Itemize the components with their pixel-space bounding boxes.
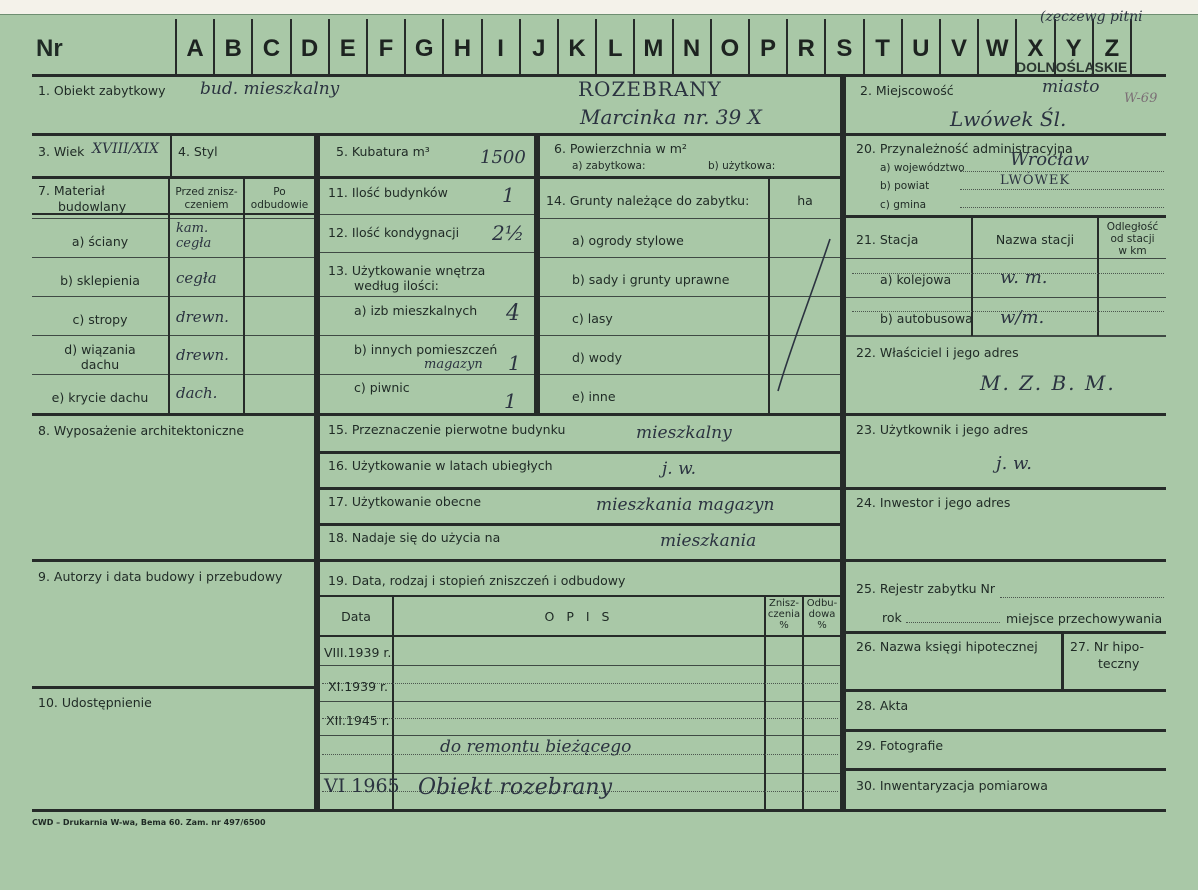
f9-label: 9. Autorzy i data budowy i przebudowy: [38, 569, 283, 584]
f6-a: a) zabytkowa:: [572, 160, 646, 172]
f25-label: 25. Rejestr zabytku Nr: [856, 581, 996, 596]
letter-separator: [672, 19, 674, 76]
header-nr: Nr: [36, 35, 63, 62]
f16-hw-value: j. w.: [662, 459, 697, 479]
f12-label: 12. Ilość kondygnacji: [328, 225, 460, 240]
f13-label: 13. Użytkowanie wnętrza: [328, 263, 486, 278]
f27-label: 27. Nr hipo-: [1070, 639, 1145, 654]
f21-b-hw: w/m.: [1000, 307, 1045, 328]
letter-p: P: [759, 35, 776, 62]
f14-row-other: e) inne: [572, 389, 616, 404]
rule-bottom-mid: [320, 809, 840, 812]
f14-unit: ha: [797, 193, 813, 208]
f14-hw-strike: [770, 219, 840, 413]
letter-m: M: [643, 35, 664, 62]
f14-label: 14. Grunty należące do zabytku:: [546, 193, 750, 208]
letter-separator: [175, 19, 177, 76]
f23-label: 23. Użytkownik i jego adres: [856, 422, 1028, 437]
f13-label-2: według ilości:: [354, 278, 439, 293]
f2-hw-value: Lwówek Śl.: [950, 107, 1067, 131]
f13-a: a) izb mieszkalnych: [354, 303, 478, 318]
letter-separator: [519, 19, 521, 76]
letter-r: R: [797, 35, 815, 62]
rule-below-f15: [320, 451, 840, 454]
f25-rok: rok: [882, 610, 902, 625]
f7-hw-vaults: cegła: [176, 269, 217, 287]
rule-below-f22: [846, 413, 1166, 416]
f7-label-2: budowlany: [58, 199, 127, 214]
f6-label: 6. Powierzchnia w m²: [554, 141, 687, 156]
f21-col-dist-3: w km: [1118, 245, 1147, 257]
f20-b: b) powiat: [880, 180, 930, 192]
letter-x: X: [1027, 35, 1044, 62]
rule-below-f3: [32, 176, 314, 179]
f27-label-2: teczny: [1098, 656, 1140, 671]
rule-bottom-left: [32, 809, 314, 812]
f15-hw-value: mieszkalny: [636, 423, 732, 443]
f19-col-date: Data: [341, 609, 371, 624]
f7-label: 7. Materiał: [38, 183, 105, 198]
rule-below-f20: [846, 215, 1166, 218]
letter-v: V: [950, 35, 967, 62]
f19-date-1: VIII.1939 r.: [324, 645, 392, 660]
f24-label: 24. Inwestor i jego adres: [856, 495, 1011, 510]
rule-below-f2: [846, 133, 1166, 136]
letter-f: F: [378, 35, 394, 62]
letter-separator: [863, 19, 865, 76]
rule-below-f7: [32, 413, 840, 416]
f7-col-after-2: odbudowie: [250, 199, 309, 211]
printer-imprint: CWD – Drukarnia W-wa, Bema 60. Zam. nr 497/6500: [32, 818, 266, 827]
f19-col-znisz: Znisz-: [768, 598, 800, 609]
letter-u: U: [912, 35, 930, 62]
f7-col-before-2: czeniem: [184, 199, 229, 211]
f21-a-hw: w. m.: [1000, 267, 1048, 288]
rule-bottom-right: [846, 809, 1166, 812]
letter-separator: [1130, 19, 1132, 76]
f18-label: 18. Nadaje się do użycia na: [328, 530, 501, 545]
rule-below-f26: [846, 689, 1166, 692]
f7-row-walls: a) ściany: [71, 234, 129, 249]
letter-k: K: [568, 35, 586, 62]
f19-col-opis: O P I S: [544, 609, 614, 624]
f21-label: 21. Stacja: [856, 232, 919, 247]
letter-separator: [251, 19, 253, 76]
f20-c: c) gmina: [880, 199, 927, 211]
f13-c: c) piwnic: [354, 380, 410, 395]
f7-row-trusses-2: dachu: [80, 357, 120, 372]
rule-below-f5: [320, 176, 534, 179]
f7-col-before: Przed znisz-: [175, 186, 238, 198]
f7-hw-walls: kam. cegła: [176, 221, 212, 251]
rule-below-f25: [846, 631, 1166, 634]
f16-label: 16. Użytkowanie w latach ubiegłych: [328, 458, 553, 473]
letter-w: W: [985, 35, 1009, 62]
f21-col-dist: Odległość: [1106, 221, 1159, 233]
letter-separator: [481, 19, 483, 76]
rule-below-f28: [846, 729, 1166, 732]
f12-hw-value: 2½: [492, 221, 525, 245]
rule-left-column: [314, 133, 320, 812]
letter-separator: [824, 19, 826, 76]
letter-separator: [366, 19, 368, 76]
f7-col-after: Po: [273, 186, 286, 198]
f7-row-roofing: e) krycie dachu: [51, 390, 149, 405]
f5-hw-value: 1500: [480, 147, 526, 168]
letter-l: L: [607, 35, 623, 62]
f14-row-orchards: b) sady i grunty uprawne: [572, 272, 730, 287]
f19-hw-note-last: Obiekt rozebrany: [418, 775, 613, 800]
letter-separator: [442, 19, 444, 76]
f14-row-waters: d) wody: [572, 350, 622, 365]
f7-row-ceilings: c) stropy: [72, 312, 128, 327]
f19-hw-note: do remontu bieżącego: [440, 737, 632, 757]
f28-label: 28. Akta: [856, 698, 909, 713]
rule-below-f29: [846, 768, 1166, 771]
letter-a: A: [186, 35, 204, 62]
f19-hw-date-last: VI 1965: [324, 775, 400, 797]
hw-miasto: miasto: [1042, 77, 1100, 97]
f3-label: 3. Wiek: [38, 144, 85, 159]
letter-g: G: [414, 35, 434, 62]
f19-col-znisz-2: czenia: [767, 609, 801, 620]
f19-col-odbud: Odbu-: [806, 598, 838, 609]
letter-separator: [595, 19, 597, 76]
f20-b-hw: LWÓWEK: [1000, 173, 1071, 188]
hw-code: W-69: [1124, 91, 1158, 106]
f7-row-trusses: d) wiązania: [64, 342, 136, 357]
rule-f19-head: [320, 595, 840, 597]
f8-label: 8. Wyposażenie architektoniczne: [38, 423, 245, 438]
letter-separator: [901, 19, 903, 76]
letter-separator: [404, 19, 406, 76]
f20-a-hw: Wrocław: [1010, 149, 1090, 170]
letter-d: D: [300, 35, 319, 62]
rule-below-f8: [32, 559, 314, 562]
letter-j: J: [532, 35, 546, 62]
f1-hw-address: Marcinka nr. 39 X: [580, 105, 762, 129]
f29-label: 29. Fotografie: [856, 738, 944, 753]
f13-b: b) innych pomieszczeń: [354, 342, 498, 357]
letter-separator: [977, 19, 979, 76]
f13-b-hw-note: magazyn: [424, 357, 483, 372]
f21-col-dist-2: od stacji: [1110, 233, 1155, 245]
letter-separator: [213, 19, 215, 76]
f22-label: 22. Właściciel i jego adres: [856, 345, 1019, 360]
f22-hw-value: M. Z. B. M.: [980, 371, 1116, 395]
letter-i: I: [497, 35, 504, 62]
f3-hw-value: XVIII/XIX: [92, 141, 159, 157]
rule-below-f17: [320, 523, 840, 526]
f1-label: 1. Obiekt zabytkowy: [38, 83, 166, 98]
f19-col-znisz-3: %: [779, 620, 789, 631]
f19-col-odbud-3: %: [817, 620, 827, 631]
letter-separator: [290, 19, 292, 76]
f1-hw-value: bud. mieszkalny: [200, 79, 340, 99]
f19-date-2: XI.1939 r.: [328, 679, 388, 694]
f7-hw-trusses: drewn.: [176, 346, 229, 364]
rule-below-f9: [32, 686, 314, 689]
rule-mid-column: [534, 133, 540, 416]
f20-a: a) województwo: [880, 162, 965, 174]
f11-label: 11. Ilość budynków: [328, 185, 448, 200]
letter-s: S: [836, 35, 853, 62]
monument-record-card: [0, 9, 1198, 890]
letter-o: O: [720, 35, 740, 62]
region-stamp: DOLNOŚLĄSKIE: [1016, 59, 1128, 75]
letter-separator: [786, 19, 788, 76]
f6-b: b) użytkowa:: [708, 160, 776, 172]
f11-hw-value: 1: [502, 183, 515, 207]
f23-hw-value: j. w.: [996, 453, 1033, 474]
letter-separator: [328, 19, 330, 76]
f7-hw-roofing: dach.: [176, 384, 218, 402]
f13-a-hw: 4: [506, 301, 520, 326]
letter-separator: [633, 19, 635, 76]
letter-separator: [939, 19, 941, 76]
f7-hw-ceilings: drewn.: [176, 308, 229, 326]
f19-label: 19. Data, rodzaj i stopień zniszczeń i odbudowy: [328, 573, 626, 588]
letter-separator: [748, 19, 750, 76]
letter-y: Y: [1065, 35, 1082, 62]
f17-label: 17. Użytkowanie obecne: [328, 494, 482, 509]
letter-separator: [557, 19, 559, 76]
rule-below-f16: [320, 487, 840, 490]
f10-label: 10. Udostępnienie: [38, 695, 152, 710]
letter-e: E: [339, 35, 356, 62]
f14-row-forests: c) lasy: [572, 311, 613, 326]
f15-label: 15. Przeznaczenie pierwotne budynku: [328, 422, 566, 437]
rule-below-f1: [32, 133, 840, 136]
f1-hw-status: ROZEBRANY: [578, 77, 722, 101]
f20-label: 20. Przynależność administracyjna: [856, 141, 1073, 156]
f4-label: 4. Styl: [178, 144, 218, 159]
f21-col-name: Nazwa stacji: [995, 232, 1075, 247]
f13-c-hw: 1: [504, 389, 517, 413]
f19-col-odbud-2: dowa: [808, 609, 836, 620]
letter-c: C: [262, 35, 281, 62]
hw-top-right: (zeczewg pitni: [1040, 9, 1143, 25]
f21-b: b) autobusowa: [880, 311, 973, 326]
letter-separator: [710, 19, 712, 76]
f14-row-gardens: a) ogrody stylowe: [572, 233, 684, 248]
letter-z: Z: [1104, 35, 1120, 62]
rule-below-f18: [320, 559, 840, 562]
rule-right-column: [840, 75, 846, 812]
f7-row-vaults: b) sklepienia: [60, 273, 140, 288]
f19-date-3: XII.1945 r.: [326, 713, 390, 728]
rule-below-f23: [846, 487, 1166, 490]
f17-hw-value: mieszkania magazyn: [596, 495, 775, 515]
letter-b: B: [224, 35, 242, 62]
rule-below-f24: [846, 559, 1166, 562]
letter-n: N: [682, 35, 701, 62]
f25-miejsce: miejsce przechowywania: [1006, 611, 1163, 626]
f2-label: 2. Miejscowość: [860, 83, 954, 98]
f21-a: a) kolejowa: [880, 272, 952, 287]
f5-label: 5. Kubatura m³: [336, 144, 430, 159]
f13-b-hw: 1: [508, 351, 521, 375]
rule-below-f6: [540, 176, 840, 179]
letter-h: H: [453, 35, 472, 62]
f30-label: 30. Inwentaryzacja pomiarowa: [856, 778, 1048, 793]
f26-label: 26. Nazwa księgi hipotecznej: [856, 639, 1038, 654]
rule-f19-colhead: [320, 635, 840, 637]
letter-t: T: [875, 35, 890, 62]
f18-hw-value: mieszkania: [660, 531, 757, 551]
